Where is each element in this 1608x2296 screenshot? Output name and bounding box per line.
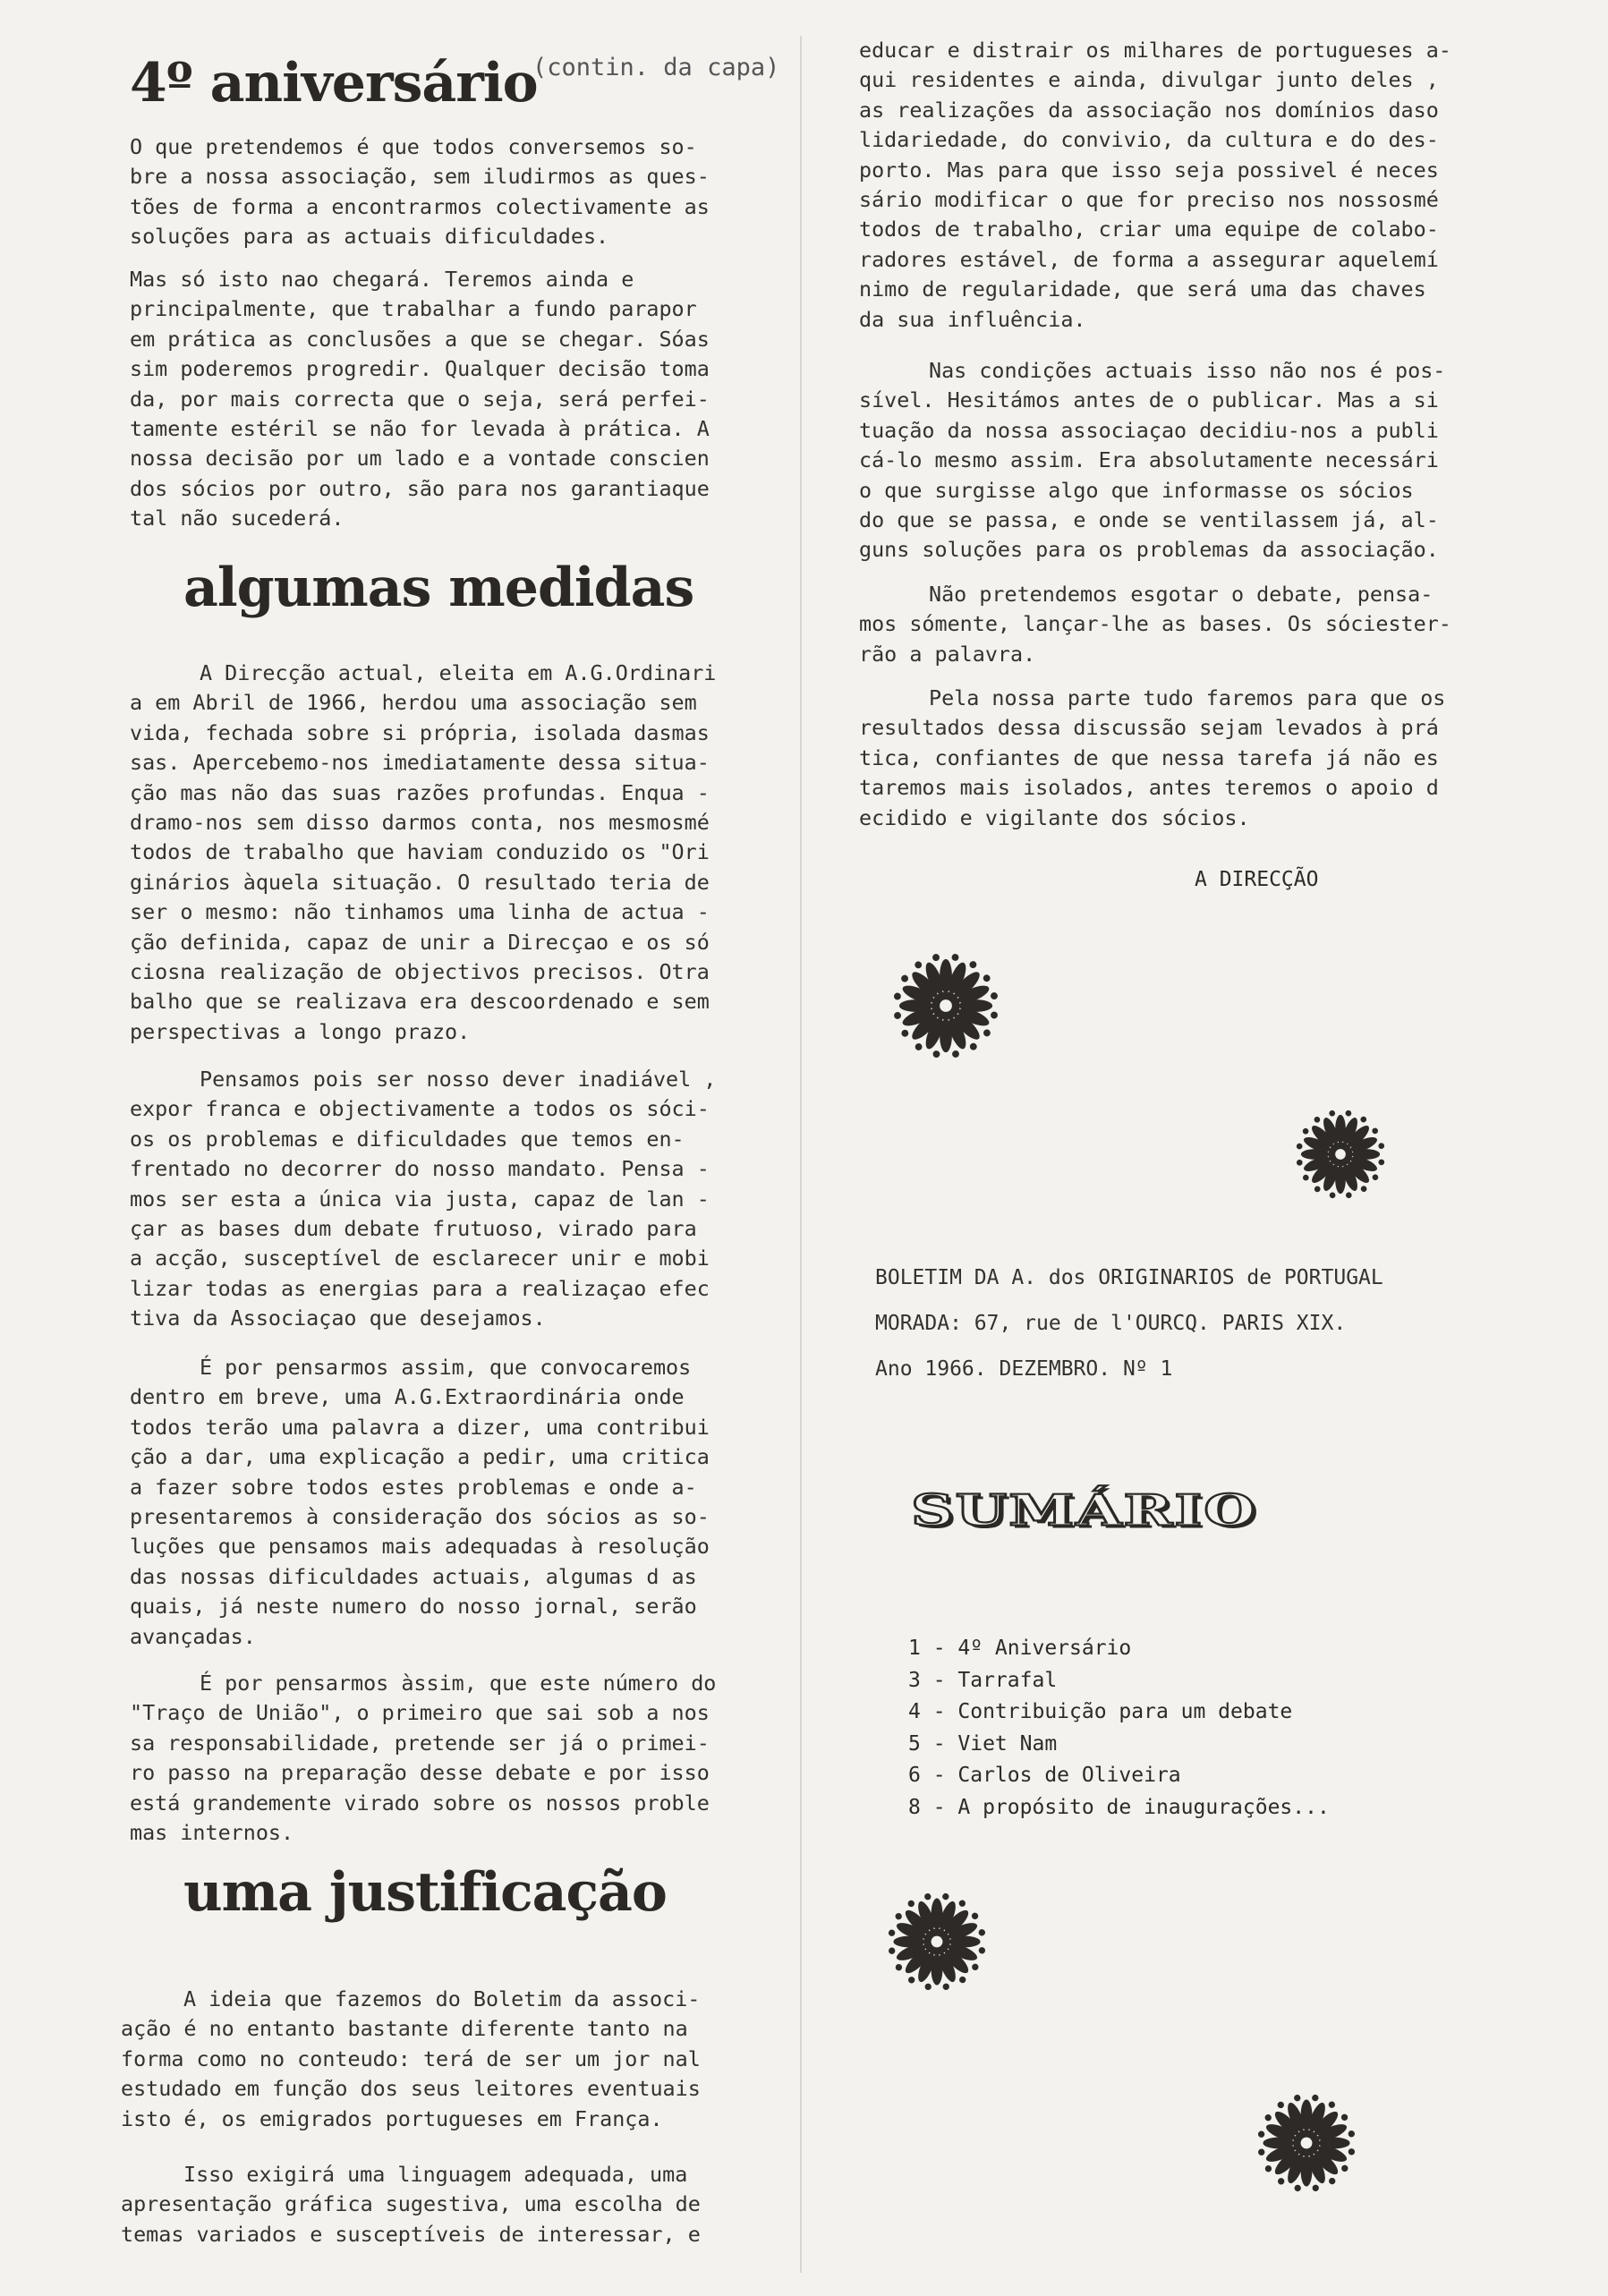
text-line: apresentação gráfica sugestiva, uma escolha de [121, 2191, 701, 2217]
medidas-paragraph-1 [130, 659, 778, 1047]
bulletin-title: BOLETIM DA A. dos ORIGINARIOS de PORTUGAL [875, 1266, 1383, 1289]
text-line: rão a palavra. [859, 641, 1036, 667]
flower-ornament-icon [1296, 1110, 1385, 1199]
text-line: Pela nossa parte tudo faremos para que os [929, 685, 1446, 710]
text-line: nossa decisão por um lado e a vontade conscien [130, 446, 710, 472]
text-line: ção a dar, uma explicação a pedir, uma critica [130, 1444, 710, 1470]
text-line: tuação da nossa associaçao decidiu-nos a publi [859, 417, 1439, 443]
text-line: Nas condições actuais isso não nos é pos- [929, 358, 1446, 383]
right-paragraph-1 [859, 36, 1510, 335]
text-line: principalmente, que trabalhar a fundo parapor [130, 296, 697, 322]
heading-uma-justificacao: uma justificação [183, 1861, 667, 1924]
text-line: A Direcção actual, eleita em A.G.Ordinari [200, 660, 717, 685]
text-line: mos sómente, lançar-lhe as bases. Os sóciester- [859, 611, 1451, 637]
text-line: sível. Hesitámos antes de o publicar. Mas a si [859, 387, 1439, 413]
medidas-paragraph-4 [130, 1669, 778, 1848]
justificacao-paragraph-2 [121, 2160, 778, 2249]
bulletin-issue: Ano 1966. DEZEMBRO. Nº 1 [875, 1357, 1173, 1381]
text-line: ginários àquela situação. O resultado teria de [130, 869, 710, 895]
sumario-title: SUMÁRIO [911, 1485, 1257, 1536]
text-line: A ideia que fazemos do Boletim da associ- [183, 1986, 701, 2011]
text-line: taremos mais isolados, antes teremos o apoio d [859, 775, 1439, 801]
text-line: mas internos. [130, 1820, 294, 1846]
text-line: tões de forma a encontrarmos colectivamente as [130, 193, 710, 219]
text-line: o que surgisse algo que informasse os sócios [859, 477, 1414, 503]
text-line: ecidido e vigilante dos sócios. [859, 804, 1250, 830]
text-line: em prática as conclusões a que se chegar. Sóas [130, 326, 710, 352]
text-line: todos de trabalho, criar uma equipe de colabo- [859, 217, 1439, 242]
flower-ornament-icon [888, 1892, 986, 1991]
text-line: todos terão uma palavra a dizer, uma contribui [130, 1414, 710, 1440]
text-line: ação é no entanto bastante diferente tanto na [121, 2016, 688, 2042]
intro-paragraph-2 [130, 265, 778, 534]
text-line: da, por mais correcta que o seja, será perfei- [130, 386, 710, 412]
text-line: ciosna realização de objectivos precisos. Otra [130, 959, 710, 985]
text-line: expor franca e objectivamente a todos os sóci- [130, 1096, 710, 1122]
text-line: dramo-nos sem disso darmos conta, nos mesmosmé [130, 810, 710, 836]
text-line: nimo de regularidade, que será uma das chaves [859, 276, 1426, 302]
sumario-item: 4 - Contribuição para um debate [908, 1700, 1293, 1723]
text-line: ção definida, capaz de unir a Direcçao e os só [130, 929, 710, 955]
text-line: a fazer sobre todos estes problemas e onde a- [130, 1474, 697, 1500]
text-line: educar e distrair os milhares de portugueses a- [859, 38, 1451, 63]
text-line: isto é, os emigrados portugueses em França. [121, 2105, 663, 2131]
text-line: presentaremos à consideração dos sócios as so- [130, 1504, 710, 1530]
bulletin-address: MORADA: 67, rue de l'OURCQ. PARIS XIX. [875, 1312, 1347, 1335]
text-line: lizar todas as energias para a realizaçao efec [130, 1275, 710, 1301]
right-paragraph-3 [859, 580, 1510, 669]
text-line: cá-lo mesmo assim. Era absolutamente necessári [859, 447, 1439, 473]
article-title: 4º aniversário [130, 52, 538, 115]
text-line: está grandemente virado sobre os nossos proble [130, 1790, 710, 1816]
text-line: ro passo na preparação desse debate e por isso [130, 1760, 710, 1786]
text-line: soluções para as actuais dificuldades. [130, 224, 609, 250]
text-line: ser o mesmo: não tinhamos uma linha de actua - [130, 899, 710, 925]
text-line: ção mas não das suas razões profundas. Enqua - [130, 779, 710, 805]
text-line: mos ser esta a única via justa, capaz de lan - [130, 1186, 710, 1212]
medidas-paragraph-3 [130, 1353, 778, 1652]
text-line: dos sócios por outro, são para nos garantiaque [130, 475, 710, 501]
sumario-item: 1 - 4º Aniversário [908, 1637, 1132, 1660]
text-line: forma como no conteudo: terá de ser um jor nal [121, 2045, 701, 2071]
text-line: É por pensarmos àssim, que este número do [200, 1671, 717, 1696]
text-line: qui residentes e ainda, divulgar junto deles , [859, 67, 1439, 93]
sumario-list [908, 1633, 1445, 1824]
text-line: a acção, susceptível de esclarecer unir e mobi [130, 1246, 710, 1271]
text-line: da sua influência. [859, 306, 1086, 332]
text-line: Não pretendemos esgotar o debate, pensa- [929, 582, 1434, 607]
text-line: guns soluções para os problemas da associação. [859, 537, 1439, 563]
text-line: bre a nossa associação, sem iludirmos as ques- [130, 164, 710, 190]
signature: A DIRECÇÃO [1195, 868, 1319, 891]
text-line: do que se passa, e onde se ventilassem já, al- [859, 507, 1439, 533]
text-line: tiva da Associaçao que desejamos. [130, 1305, 546, 1331]
text-line: tal não sucederá. [130, 506, 345, 531]
text-line: avançadas. [130, 1623, 256, 1649]
text-line: temas variados e susceptíveis de interessar, e [121, 2221, 701, 2247]
text-line: sas. Apercebemo-nos imediatamente dessa situa- [130, 750, 710, 776]
text-line: frentado no decorrer do nosso mandato. Pensa - [130, 1156, 710, 1182]
text-line: tica, confiantes de que nessa tarefa já não es [859, 744, 1439, 770]
text-line: dentro em breve, uma A.G.Extraordinária onde [130, 1384, 685, 1410]
sumario-item: 3 - Tarrafal [908, 1668, 1058, 1692]
text-line: porto. Mas para que isso seja possivel é neces [859, 157, 1439, 183]
sumario-item: 5 - Viet Nam [908, 1731, 1058, 1756]
text-line: lidariedade, do convivio, da cultura e do des- [859, 127, 1439, 153]
heading-algumas-medidas: algumas medidas [183, 557, 694, 619]
text-line: resultados dessa discussão sejam levados à prá [859, 715, 1439, 741]
text-line: çar as bases dum debate frutuoso, virado para [130, 1216, 697, 1242]
text-line: Pensamos pois ser nosso dever inadiável , [200, 1067, 717, 1092]
text-line: das nossas dificuldades actuais, algumas d as [130, 1563, 697, 1589]
text-line: a em Abril de 1966, herdou uma associação sem [130, 690, 697, 716]
text-line: Mas só isto nao chegará. Teremos ainda e [130, 267, 634, 292]
text-line: sa responsabilidade, pretende ser já o primei- [130, 1730, 710, 1756]
column-divider [800, 36, 802, 2273]
flower-ornament-icon [1257, 2094, 1356, 2192]
text-line: Isso exigirá uma linguagem adequada, uma [183, 2162, 688, 2187]
text-line: vida, fechada sobre si própria, isolada dasmas [130, 719, 710, 745]
right-paragraph-2 [859, 356, 1510, 565]
text-line: O que pretendemos é que todos conversemos so- [130, 134, 697, 159]
right-paragraph-4 [859, 684, 1510, 833]
text-line: balho que se realizava era descoordenado e sem [130, 989, 710, 1015]
title-continuation-note: (contin. da capa) [532, 54, 780, 81]
text-line: radores estável, de forma a assegurar aquelemí [859, 246, 1439, 272]
text-line: estudado em função dos seus leitores eventuais [121, 2076, 701, 2102]
text-line: "Traço de União", o primeiro que sai sob a nos [130, 1700, 710, 1726]
text-line: sário modificar o que for preciso nos nossosmé [859, 187, 1439, 213]
text-line: luções que pensamos mais adequadas à resolução [130, 1534, 710, 1560]
sumario-item: 6 - Carlos de Oliveira [908, 1764, 1181, 1787]
text-line: tamente estéril se não for levada à prática. A [130, 416, 710, 442]
intro-paragraph-1 [130, 132, 778, 252]
text-line: sim poderemos progredir. Qualquer decisão toma [130, 356, 710, 382]
justificacao-paragraph-1 [121, 1985, 778, 2134]
text-line: os os problemas e dificuldades que temos en- [130, 1126, 685, 1152]
flower-ornament-icon [893, 953, 999, 1059]
sumario-item: 8 - A propósito de inaugurações... [908, 1795, 1330, 1819]
text-line: as realizações da associação nos domínios daso [859, 97, 1439, 123]
text-line: quais, já neste numero do nosso jornal, serão [130, 1594, 697, 1620]
text-line: É por pensarmos assim, que convocaremos [200, 1355, 692, 1380]
text-line: todos de trabalho que haviam conduzido os "Ori [130, 839, 710, 865]
medidas-paragraph-2 [130, 1065, 778, 1334]
text-line: perspectivas a longo prazo. [130, 1018, 471, 1044]
